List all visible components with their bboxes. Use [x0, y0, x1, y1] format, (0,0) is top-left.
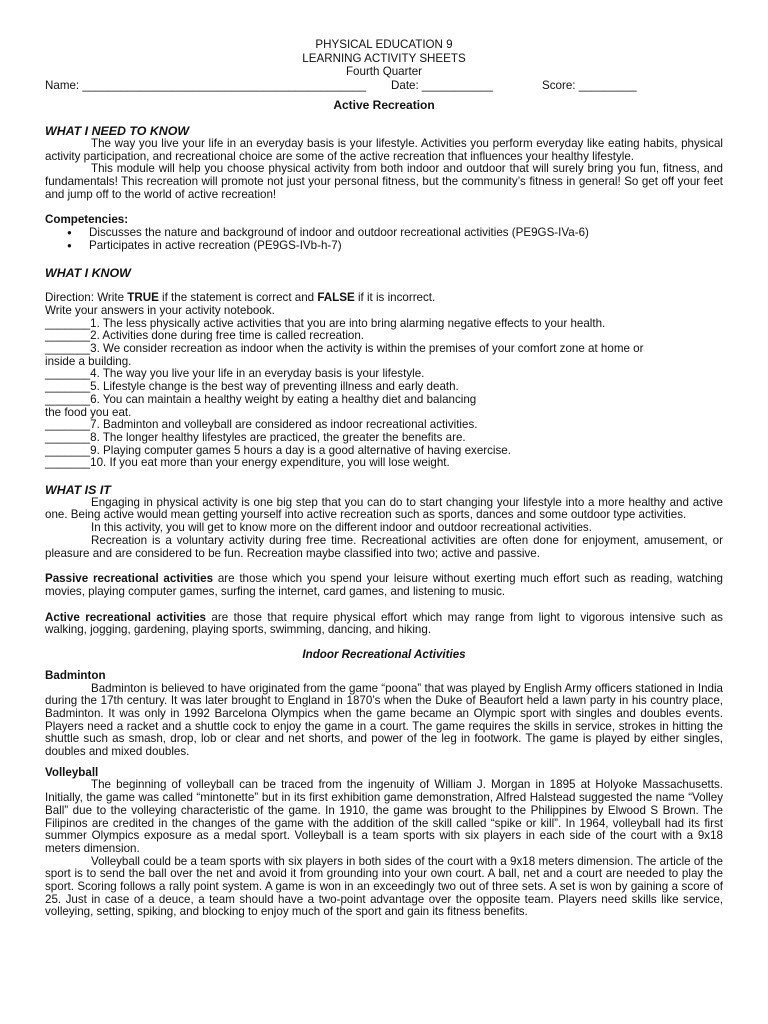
- list-item: ● Participates in active recreation (PE9GS-IVb-h-7): [89, 240, 723, 253]
- direction-text: Direction: Write TRUE if the statement is correct and FALSE if it is incorrect.: [45, 291, 436, 305]
- passive-term: Passive recreational activities: [45, 572, 214, 586]
- quiz-item: _______2. Activities done during free time is called recreation.: [45, 329, 365, 343]
- activity-sheet: [45, 38, 723, 919]
- active-term: Active recreational activities: [45, 610, 206, 624]
- quiz-item: _______7. Badminton and volleyball are considered as indoor recreational activities.: [45, 418, 478, 432]
- list-item: ● Discusses the nature and background of indoor and outdoor recreational activities (PE9GS-IVa-6): [89, 227, 723, 240]
- quiz-item: _______10. If you eat more than your energy expenditure, you will lose weight.: [45, 456, 450, 470]
- volleyball-paragraph-2: Volleyball could be a team sports with six players in both sides of the court with a 9x18 meters dimension. The article of the sport is to send the ball over the net and avoid it from grounding into your own court. A ball, net and a court are needed to play the sport. Scoring follows a rally point system. A game is won in an exceedingly two out of three sets. A set is won by gaining a score of 25. Just in case of a deuce, a team should have a two-point advantage over the opposite team. Players need skills like service, volleying, setting, spiking, and blocking to enjoy much of the sport and gain its fitness benefits.: [45, 854, 723, 919]
- volleyball-paragraph: The beginning of volleyball can be traced from the ingenuity of William J. Morgan in 1895 at Holyoke Massachusetts. Initially, the game was called “mintonette” but in its first exhibition game demonstration, Alfred Halstead suggested the name “Volley Ball” due to the volleying characteristic of the game. In 1910, the game was brought to the Philippines by Elwood S Brown. The Filipinos are credited in the changes of the game with the addition of the skill called “spike or kill”. In 1964, volleyball had its first summer Olympics exposure as a medal sport. Volleyball is a team sports with six players in each side of the court with a 9x18 meters dimension.: [45, 778, 723, 855]
- badminton-title: Badminton: [45, 668, 106, 682]
- header-quarter: Fourth Quarter: [345, 65, 423, 78]
- false-keyword: FALSE: [317, 291, 355, 305]
- header-subject: PHYSICAL EDUCATION 9: [315, 38, 453, 51]
- badminton-paragraph: Badminton is believed to have originated from the game “poona” that was played by English Army officers stationed in India during the 17th century. It was later brought to England in 1870’s when the Duke of Beaufort held a lawn party in his country place, Badminton. It was only in 1992 Barcelona Olympics when the game became an Olympic sport with singles and doubles events. Players need a racket and a shuttle cock to enjoy the game in a court. The game requires the skills in service, strokes in hitting the shuttle such as smash, drop, lob or clear and net shorts, and power of the leg in footwork. The game is played by either singles, doubles and mixed doubles.: [45, 681, 723, 759]
- indoor-activities-heading: Indoor Recreational Activities: [302, 648, 466, 662]
- name-date-score-row: [45, 79, 723, 93]
- paragraph: Recreation is a voluntary activity during free time. Recreational activities are often done for enjoyment, amusement, or pleasure and are considered to be fun. Recreation maybe classified into two; active and passive.: [45, 533, 723, 560]
- active-definition: Active recreational activities are those that require physical effort which may range from light to vigorous intensive such as walking, jogging, gardening, playing sports, swimming, dancing, and hiking.: [45, 610, 723, 637]
- paragraph: Engaging in physical activity is one big step that you can do to start changing your lifestyle into a more healthy and active one. Being active would mean getting yourself into active recreation such as sports, dances and some outdoor type activities.: [45, 495, 723, 522]
- header-sheet-type: LEARNING ACTIVITY SHEETS: [302, 51, 466, 65]
- date-field[interactable]: Date: ___________: [391, 78, 493, 92]
- section-heading-what-i-know: WHAT I KNOW: [45, 265, 131, 280]
- page-title: Active Recreation: [333, 97, 435, 112]
- competencies-label: Competencies:: [45, 213, 129, 227]
- quiz-item: _______6. You can maintain a healthy weight by eating a healthy diet and balancing: [45, 392, 477, 406]
- paragraph: In this activity, you will get to know more on the different indoor and outdoor recreational activities.: [91, 521, 592, 535]
- paragraph: This module will help you choose physical activity from both indoor and outdoor that will surely bring you fun, fitness, and fundamentals! This recreation will promote not just your personal fitness, but the community’s fitness in general! So get off your feet and jump off to the world of active recreation!: [45, 162, 723, 201]
- volleyball-title: Volleyball: [45, 765, 99, 779]
- quiz-item-continued: inside a building.: [45, 354, 132, 368]
- quiz-item: _______8. The longer healthy lifestyles are practiced, the greater the benefits are.: [45, 430, 466, 444]
- section-heading-need-to-know: WHAT I NEED TO KNOW: [45, 124, 190, 139]
- competencies-list: [45, 227, 723, 252]
- direction-text-2: Write your answers in your activity notebook.: [45, 303, 275, 317]
- paragraph: The way you live your life in an everyday basis is your lifestyle. Activities you perform everyday like eating habits, physical activity participation, and recreational choice are some of the active recreation that influences your healthy lifestyle.: [45, 136, 723, 163]
- quiz-item: _______4. The way you live your life in an everyday basis is your lifestyle.: [45, 367, 425, 381]
- section-heading-what-is-it: WHAT IS IT: [45, 483, 111, 498]
- quiz-item: _______9. Playing computer games 5 hours a day is a good alternative of having exercise.: [45, 443, 511, 457]
- quiz-item: _______5. Lifestyle change is the best way of preventing illness and early death.: [45, 380, 459, 394]
- quiz-item: _______3. We consider recreation as indoor when the activity is within the premises of your comfort zone at home or: [45, 342, 644, 356]
- score-field[interactable]: Score: _________: [542, 78, 637, 92]
- quiz-item: _______1. The less physically active activities that you are into bring alarming negative effects to your health.: [45, 316, 606, 330]
- name-field[interactable]: Name: ____________________________________________: [45, 78, 367, 92]
- passive-definition: Passive recreational activities are those which you spend your leisure without exerting much effort such as reading, watching movies, playing computer games, surfing the internet, card games, and listening to music.: [45, 572, 723, 598]
- true-keyword: TRUE: [127, 291, 159, 305]
- quiz-item-continued: the food you eat.: [45, 405, 132, 419]
